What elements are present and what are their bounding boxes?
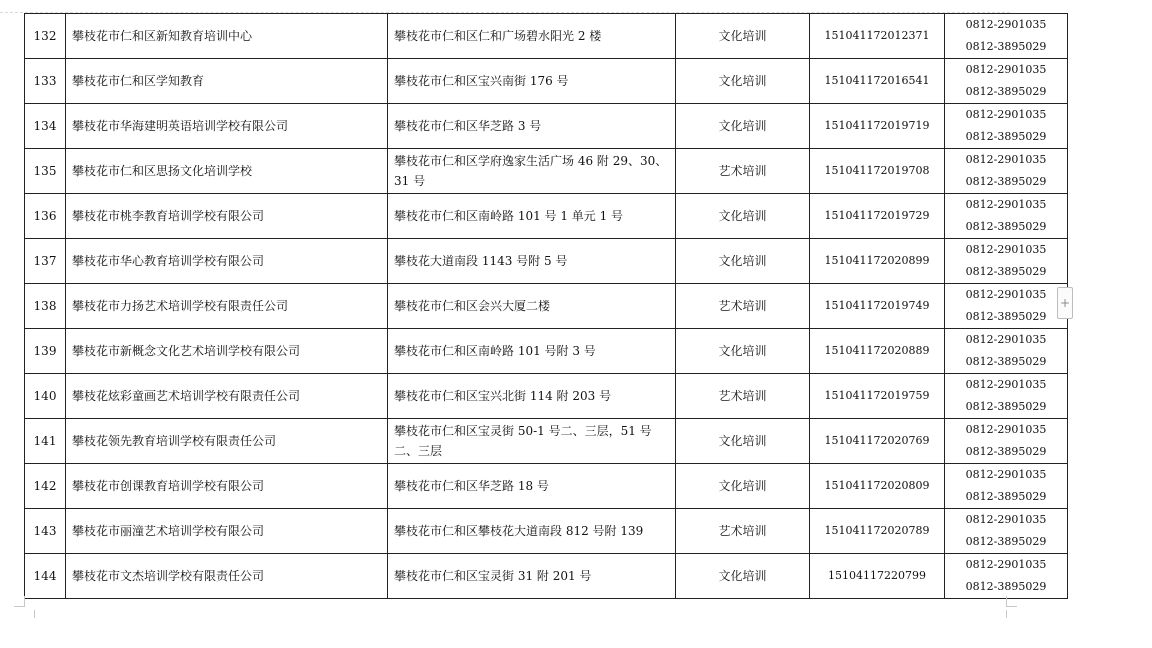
address-cell: 攀枝花市仁和区攀枝花大道南段 812 号附 139 xyxy=(388,509,676,554)
category-cell: 艺术培训 xyxy=(676,149,810,194)
table-row xyxy=(25,284,1068,329)
address-cell: 攀枝花市仁和区南岭路 101 号 1 单元 1 号 xyxy=(388,194,676,239)
phone-number: 0812-3895029 xyxy=(965,310,1047,323)
address-cell: 攀枝花市仁和区宝灵街 31 附 201 号 xyxy=(388,554,676,599)
phone-cell xyxy=(945,509,1068,554)
category-cell: 文化培训 xyxy=(676,419,810,464)
category-cell: 文化培训 xyxy=(676,329,810,374)
margin-tick-right xyxy=(1006,610,1007,618)
table-row xyxy=(25,104,1068,149)
phone-number: 0812-2901035 xyxy=(965,558,1047,571)
table-row xyxy=(25,374,1068,419)
address-cell: 攀枝花市仁和区华芝路 18 号 xyxy=(388,464,676,509)
school-name-cell: 攀枝花市仁和区学知教育 xyxy=(66,59,388,104)
registration-code-cell: 151041172020899 xyxy=(810,239,945,284)
registration-code-cell: 151041172016541 xyxy=(810,59,945,104)
phone-number: 0812-3895029 xyxy=(965,130,1047,143)
table-row xyxy=(25,194,1068,239)
phone-cell xyxy=(945,149,1068,194)
school-name-cell: 攀枝花市创课教育培训学校有限公司 xyxy=(66,464,388,509)
phone-number: 0812-3895029 xyxy=(965,445,1047,458)
category-cell: 文化培训 xyxy=(676,464,810,509)
phone-number: 0812-3895029 xyxy=(965,355,1047,368)
address-cell: 攀枝花市仁和区会兴大厦二楼 xyxy=(388,284,676,329)
table-row xyxy=(25,419,1068,464)
registration-code-cell: 151041172020769 xyxy=(810,419,945,464)
category-cell: 文化培训 xyxy=(676,239,810,284)
phone-number: 0812-3895029 xyxy=(965,400,1047,413)
phone-number: 0812-2901035 xyxy=(965,243,1047,256)
page-corner-mark-left xyxy=(14,596,25,607)
registration-code-cell: 151041172019729 xyxy=(810,194,945,239)
address-cell: 攀枝花市仁和区仁和广场碧水阳光 2 楼 xyxy=(388,14,676,59)
phone-cell xyxy=(945,464,1068,509)
address-cell: 攀枝花市仁和区宝兴南街 176 号 xyxy=(388,59,676,104)
phone-cell xyxy=(945,284,1068,329)
row-number-cell: 141 xyxy=(25,419,66,464)
phone-cell xyxy=(945,104,1068,149)
school-name-cell: 攀枝花市仁和区新知教育培训中心 xyxy=(66,14,388,59)
table-body xyxy=(25,14,1068,599)
registration-code-cell: 151041172012371 xyxy=(810,14,945,59)
category-cell: 艺术培训 xyxy=(676,509,810,554)
phone-number: 0812-3895029 xyxy=(965,40,1047,53)
address-cell: 攀枝花市仁和区宝灵街 50-1 号二、三层，51 号二、三层 xyxy=(388,419,676,464)
phone-number: 0812-3895029 xyxy=(965,580,1047,593)
phone-number: 0812-3895029 xyxy=(965,265,1047,278)
phone-cell xyxy=(945,329,1068,374)
phone-number: 0812-2901035 xyxy=(965,513,1047,526)
table-row xyxy=(25,59,1068,104)
school-name-cell: 攀枝花炫彩童画艺术培训学校有限责任公司 xyxy=(66,374,388,419)
table-row xyxy=(25,464,1068,509)
phone-number: 0812-2901035 xyxy=(965,198,1047,211)
registration-code-cell: 151041172020889 xyxy=(810,329,945,374)
phone-number: 0812-2901035 xyxy=(965,333,1047,346)
school-name-cell: 攀枝花市丽潼艺术培训学校有限公司 xyxy=(66,509,388,554)
address-cell: 攀枝花市仁和区学府逸家生活广场 46 附 29、30、31 号 xyxy=(388,149,676,194)
table-row xyxy=(25,239,1068,284)
training-school-table xyxy=(24,13,1068,599)
table-row xyxy=(25,149,1068,194)
registration-code-cell: 151041172019708 xyxy=(810,149,945,194)
row-number-cell: 140 xyxy=(25,374,66,419)
add-row-button[interactable]: + xyxy=(1057,287,1073,319)
phone-number: 0812-2901035 xyxy=(965,108,1047,121)
school-name-cell: 攀枝花市新概念文化艺术培训学校有限公司 xyxy=(66,329,388,374)
phone-cell xyxy=(945,554,1068,599)
registration-code-cell: 151041172019719 xyxy=(810,104,945,149)
category-cell: 文化培训 xyxy=(676,14,810,59)
registration-code-cell: 151041172020809 xyxy=(810,464,945,509)
row-number-cell: 133 xyxy=(25,59,66,104)
category-cell: 文化培训 xyxy=(676,59,810,104)
phone-number: 0812-2901035 xyxy=(965,288,1047,301)
phone-number: 0812-2901035 xyxy=(965,18,1047,31)
row-number-cell: 132 xyxy=(25,14,66,59)
school-name-cell: 攀枝花领先教育培训学校有限责任公司 xyxy=(66,419,388,464)
school-name-cell: 攀枝花市桃李教育培训学校有限公司 xyxy=(66,194,388,239)
phone-number: 0812-2901035 xyxy=(965,378,1047,391)
phone-number: 0812-2901035 xyxy=(965,468,1047,481)
phone-cell xyxy=(945,194,1068,239)
row-number-cell: 137 xyxy=(25,239,66,284)
address-cell: 攀枝花市仁和区宝兴北街 114 附 203 号 xyxy=(388,374,676,419)
row-number-cell: 134 xyxy=(25,104,66,149)
phone-cell xyxy=(945,374,1068,419)
category-cell: 文化培训 xyxy=(676,554,810,599)
phone-cell xyxy=(945,59,1068,104)
margin-tick-left xyxy=(34,610,35,618)
school-name-cell: 攀枝花市文杰培训学校有限责任公司 xyxy=(66,554,388,599)
table-row xyxy=(25,14,1068,59)
registration-code-cell: 151041172019759 xyxy=(810,374,945,419)
phone-cell xyxy=(945,239,1068,284)
address-cell: 攀枝花市仁和区南岭路 101 号附 3 号 xyxy=(388,329,676,374)
category-cell: 文化培训 xyxy=(676,104,810,149)
table-row xyxy=(25,509,1068,554)
school-name-cell: 攀枝花市仁和区思扬文化培训学校 xyxy=(66,149,388,194)
registration-code-cell: 151041172019749 xyxy=(810,284,945,329)
row-number-cell: 138 xyxy=(25,284,66,329)
phone-number: 0812-3895029 xyxy=(965,490,1047,503)
row-number-cell: 144 xyxy=(25,554,66,599)
phone-number: 0812-3895029 xyxy=(965,175,1047,188)
row-number-cell: 139 xyxy=(25,329,66,374)
phone-number: 0812-2901035 xyxy=(965,153,1047,166)
row-number-cell: 136 xyxy=(25,194,66,239)
phone-number: 0812-3895029 xyxy=(965,535,1047,548)
phone-number: 0812-2901035 xyxy=(965,63,1047,76)
category-cell: 艺术培训 xyxy=(676,284,810,329)
table-row xyxy=(25,329,1068,374)
row-number-cell: 135 xyxy=(25,149,66,194)
phone-cell xyxy=(945,14,1068,59)
category-cell: 文化培训 xyxy=(676,194,810,239)
phone-number: 0812-2901035 xyxy=(965,423,1047,436)
registration-code-cell: 151041172020789 xyxy=(810,509,945,554)
phone-number: 0812-3895029 xyxy=(965,220,1047,233)
school-name-cell: 攀枝花市华海建明英语培训学校有限公司 xyxy=(66,104,388,149)
address-cell: 攀枝花市仁和区华芝路 3 号 xyxy=(388,104,676,149)
row-number-cell: 142 xyxy=(25,464,66,509)
school-name-cell: 攀枝花市华心教育培训学校有限公司 xyxy=(66,239,388,284)
school-name-cell: 攀枝花市力扬艺术培训学校有限责任公司 xyxy=(66,284,388,329)
phone-cell xyxy=(945,419,1068,464)
row-number-cell: 143 xyxy=(25,509,66,554)
phone-number: 0812-3895029 xyxy=(965,85,1047,98)
registration-code-cell: 15104117220799 xyxy=(810,554,945,599)
page-corner-mark-right xyxy=(1006,596,1017,607)
category-cell: 艺术培训 xyxy=(676,374,810,419)
table-row xyxy=(25,554,1068,599)
address-cell: 攀枝花大道南段 1143 号附 5 号 xyxy=(388,239,676,284)
